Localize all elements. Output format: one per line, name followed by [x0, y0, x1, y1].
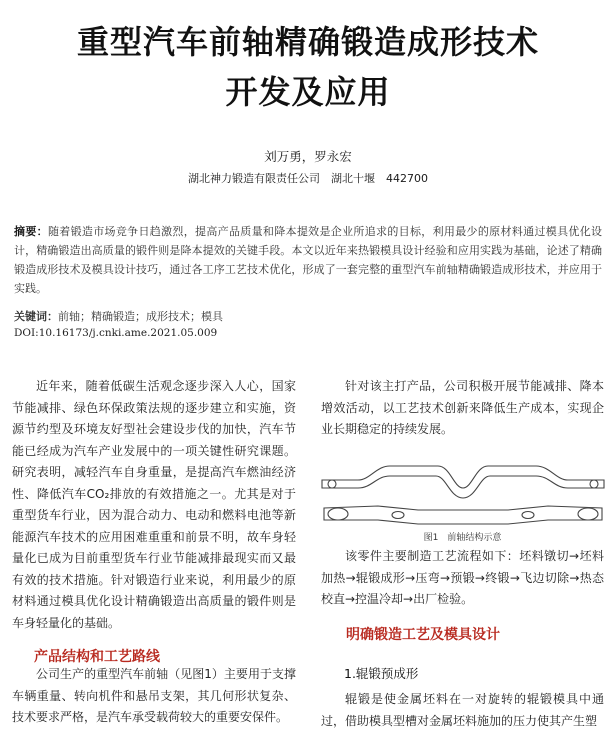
abstract-text: 随着锻造市场竞争日趋激烈，提高产品质量和降本提效是企业所追求的目标，利用最少的原材料通过模具优化设计，精确锻造出高质量的锻件则是降本提效的关键手段。本文以近年来热锻模具设计经验和应用实践为基础，论述了精确锻造成形技术及模具设计技巧，通过各工序工艺技术优化，形成了一套完整的重型汽车前轴精确锻造成形技术，并应用于实践。 — [14, 225, 603, 295]
paper-title-line2: 开发及应用 — [225, 73, 391, 111]
right-column-bottom — [321, 689, 604, 732]
paper-title-line1: 重型汽车前轴精确锻造成形技术 — [76, 23, 539, 61]
abstract-label: 摘要： — [14, 225, 48, 238]
keywords-text: 前轴；精确锻造；成形技术；模具 — [58, 310, 223, 323]
subsection-heading-roll-forging: 1.辊锻预成形 — [344, 666, 419, 681]
left-column — [12, 376, 296, 634]
right-column-top — [321, 376, 604, 441]
body-paragraph: 近年来，随着低碳生活观念逐步深入人心，国家节能减排、绿色环保政策法规的逐步建立和实施，资源节约型及环境友好型社会建设步伐的加快，汽车节能已经成为汽车产业发展中的一项关键性研究课题。研究表明，减轻汽车自身重量，是提高汽车燃油经济性、降低汽车CO₂排放的有效措施之一。尤其是对于重型货车行业，因为混合动力、电动和燃料电池等新能源汽车技术的应用困难重重和前景不明，故车身轻量化已成为目前重型货车行业节能减排最现实而又最有效的技术措施。针对锻造行业来说，利用最少的原材料通过模具优化设计精确锻造出高质量的锻件则是车身轻量化的基础。 — [12, 379, 296, 630]
affiliation: 湖北神力锻造有限责任公司 湖北十堰 442700 — [188, 172, 428, 185]
section1-body — [12, 664, 296, 729]
body-paragraph: 辊锻是使金属坯料在一对旋转的辊锻模具中通过，借助模具型槽对金属坯料施加的压力使其产生塑 — [321, 692, 604, 728]
body-paragraph: 公司生产的重型汽车前轴（见图1）主要用于支撑车辆重量、转向机件和悬吊支架，其几何形状复杂、技术要求严格，是汽车承受载荷较大的重要安保件。 — [12, 667, 296, 724]
axle-beam-top — [322, 466, 604, 498]
body-paragraph: 针对该主打产品，公司积极开展节能减排、降本增效活动，以工艺技术创新来降低生产成本，实现企业长期稳定的持续发展。 — [321, 379, 604, 436]
authors: 刘万勇，罗永宏 — [264, 149, 352, 164]
doi: DOI:10.16173/j.cnki.ame.2021.05.009 — [14, 327, 218, 339]
section-heading-forging: 明确锻造工艺及模具设计 — [346, 627, 500, 643]
section-heading-product: 产品结构和工艺路线 — [34, 649, 160, 665]
abstract — [14, 222, 602, 298]
axle-beam-side — [324, 506, 602, 524]
right-column-process — [321, 546, 604, 611]
body-paragraph: 该零件主要制造工艺流程如下：坯料镦切→坯料加热→辊锻成形→压弯→预锻→终锻→飞边切除→热态校直→控温冷却→出厂检验。 — [321, 549, 604, 606]
keywords — [14, 308, 602, 324]
figure-caption: 图1 前轴结构示意 — [423, 533, 502, 543]
keywords-label: 关键词： — [14, 310, 58, 323]
